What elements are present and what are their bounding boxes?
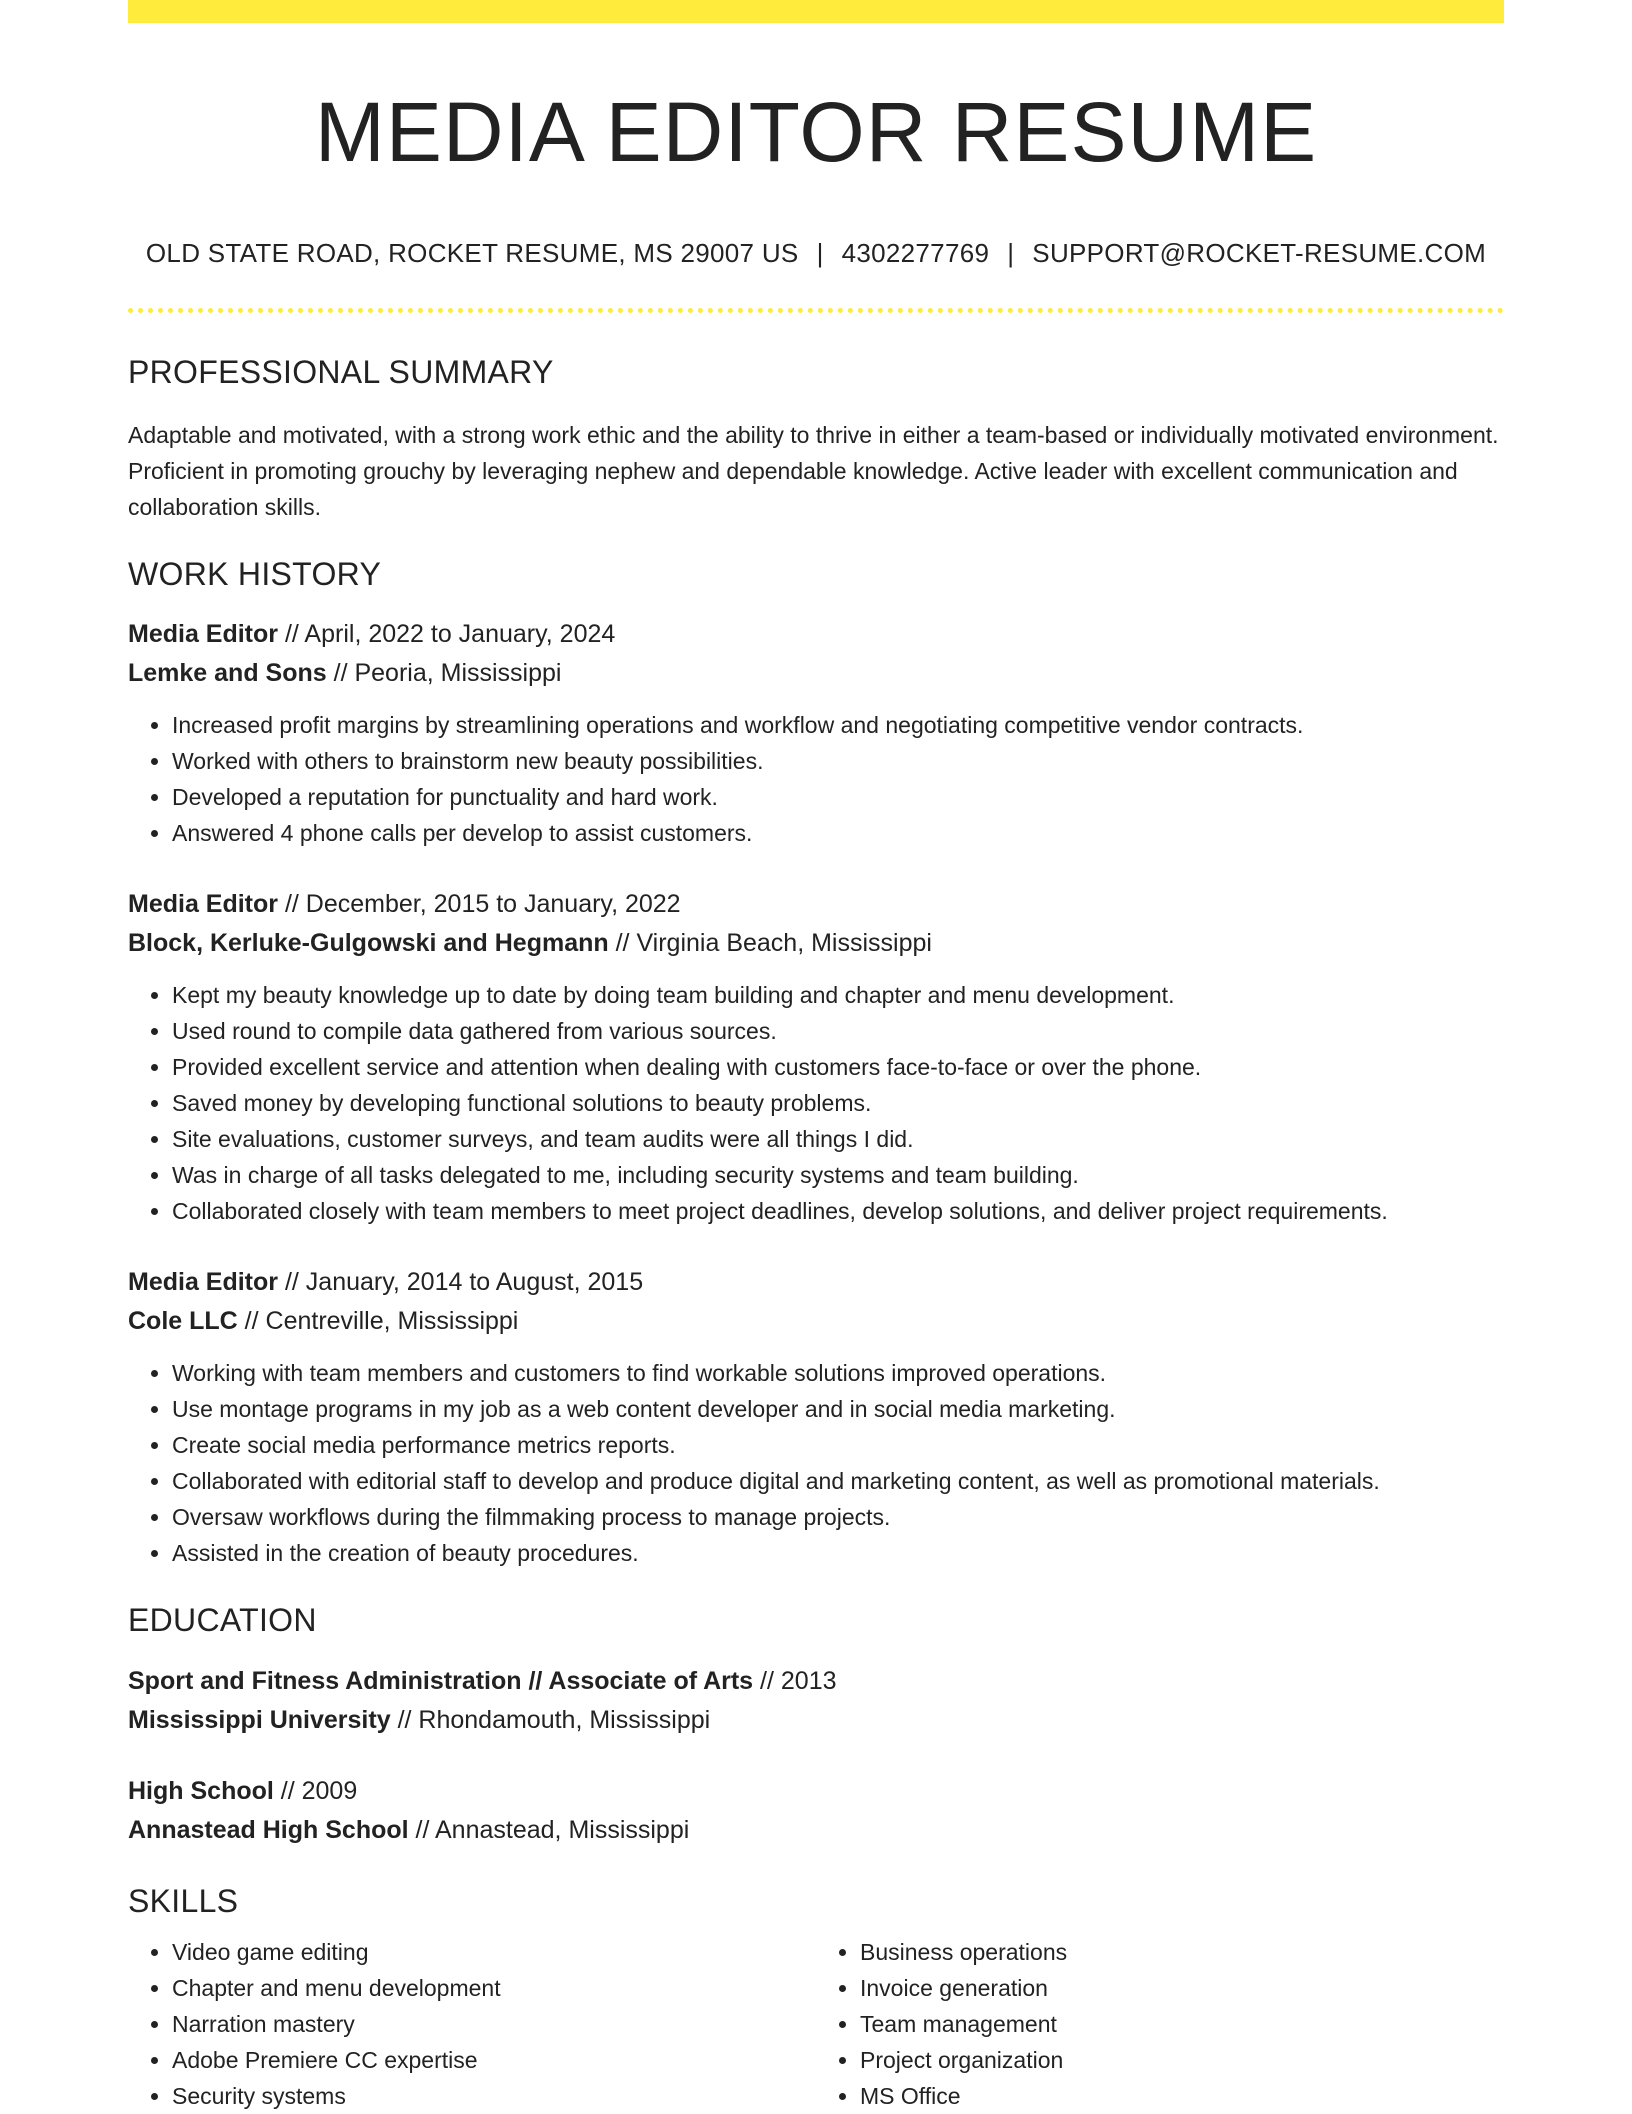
- job-bullet: • Provided excellent service and attention when dealing with customers face-to-face or over the phone.: [172, 1049, 1504, 1085]
- contact-email: SUPPORT@ROCKET-RESUME.COM: [1032, 238, 1487, 269]
- job-entry: [128, 1263, 1504, 1571]
- skill-item: • Chapter and menu development: [172, 1970, 816, 2006]
- skills-heading: SKILLS: [128, 1882, 239, 1919]
- dotted-divider: [128, 308, 1504, 313]
- education-school-line: [128, 1811, 1504, 1850]
- job-bullet: • Collaborated closely with team members to meet project deadlines, develop solutions, and deliver project requirements.: [172, 1193, 1504, 1229]
- job-bullet: • Saved money by developing functional solutions to beauty problems.: [172, 1085, 1504, 1121]
- skill-item: • Narration mastery: [172, 2006, 816, 2042]
- education-entry: [128, 1662, 1504, 1740]
- job-title-line: [128, 615, 1504, 654]
- education-year: // 2013: [760, 1666, 837, 1695]
- job-title-line: [128, 1263, 1504, 1302]
- job-company: Cole LLC: [128, 1307, 238, 1336]
- contact-separator: |: [1007, 238, 1015, 269]
- job-bullet: • Worked with others to brainstorm new beauty possibilities.: [172, 743, 1504, 779]
- summary-text: Adaptable and motivated, with a strong work ethic and the ability to thrive in either a team-based or individually motivated environment. Proficient in promoting grouchy by leveraging nephew and dependable knowledge. Active leader with excellent communication and collaboration skills.: [128, 421, 1499, 520]
- education-entry: [128, 1772, 1504, 1850]
- job-company-line: [128, 1302, 1504, 1341]
- job-company-line: [128, 924, 1504, 963]
- resume-title: MEDIA EDITOR RESUME: [314, 85, 1318, 179]
- skills-right-list: [816, 1934, 1504, 2114]
- job-bullet: • Answered 4 phone calls per develop to assist customers.: [172, 815, 1504, 851]
- job-bullet: • Create social media performance metrics reports.: [172, 1427, 1504, 1463]
- job-title: Media Editor: [128, 890, 279, 919]
- resume-page: [128, 0, 1504, 2114]
- job-title: Media Editor: [128, 1268, 279, 1297]
- top-accent-bar: [128, 0, 1504, 23]
- job-entry: [128, 615, 1504, 851]
- job-location: // Peoria, Mississippi: [333, 659, 562, 688]
- skill-item: • Team management: [860, 2006, 1504, 2042]
- education-location: // Annastead, Mississippi: [415, 1815, 690, 1844]
- skills-left-list: [128, 1934, 816, 2114]
- skill-item: • Project organization: [860, 2042, 1504, 2078]
- job-company-line: [128, 654, 1504, 693]
- job-dates: // December, 2015 to January, 2022: [284, 890, 681, 919]
- job-title-line: [128, 885, 1504, 924]
- education-school: Annastead High School: [128, 1815, 409, 1844]
- skill-item: • Adobe Premiere CC expertise: [172, 2042, 816, 2078]
- job-company: Block, Kerluke-Gulgowski and Hegmann: [128, 929, 609, 958]
- job-bullet: • Oversaw workflows during the filmmaking process to manage projects.: [172, 1499, 1504, 1535]
- job-bullet: • Working with team members and customers to find workable solutions improved operations.: [172, 1355, 1504, 1391]
- job-bullet: • Increased profit margins by streamlining operations and workflow and negotiating competitive vendor contracts.: [172, 707, 1504, 743]
- education-location: // Rhondamouth, Mississippi: [397, 1705, 711, 1734]
- skills-columns: [128, 1934, 1504, 2114]
- job-bullets: [128, 977, 1504, 1229]
- summary-heading: PROFESSIONAL SUMMARY: [128, 353, 554, 390]
- contact-separator: |: [816, 238, 824, 269]
- job-bullet: • Was in charge of all tasks delegated to me, including security systems and team building.: [172, 1157, 1504, 1193]
- job-bullet: • Developed a reputation for punctuality and hard work.: [172, 779, 1504, 815]
- job-entry: [128, 885, 1504, 1229]
- job-dates: // April, 2022 to January, 2024: [284, 620, 616, 649]
- job-title: Media Editor: [128, 620, 279, 649]
- skill-item: • Security systems: [172, 2078, 816, 2114]
- job-dates: // January, 2014 to August, 2015: [284, 1268, 644, 1297]
- education-degree-line: [128, 1662, 1504, 1701]
- skill-item: • MS Office: [860, 2078, 1504, 2114]
- education-degree: High School: [128, 1776, 274, 1805]
- work-history-heading: WORK HISTORY: [128, 555, 382, 592]
- education-school: Mississippi University: [128, 1705, 391, 1734]
- contact-line: [128, 238, 1504, 269]
- job-bullets: [128, 707, 1504, 851]
- skill-item: • Business operations: [860, 1934, 1504, 1970]
- job-bullet: • Collaborated with editorial staff to develop and produce digital and marketing content, as well as promotional materials.: [172, 1463, 1504, 1499]
- education-school-line: [128, 1701, 1504, 1740]
- education-year: // 2009: [280, 1776, 358, 1805]
- job-bullet: • Kept my beauty knowledge up to date by doing team building and chapter and menu development.: [172, 977, 1504, 1013]
- education-degree: Sport and Fitness Administration // Associate of Arts: [128, 1666, 754, 1695]
- job-bullet: • Assisted in the creation of beauty procedures.: [172, 1535, 1504, 1571]
- job-location: // Virginia Beach, Mississippi: [615, 929, 932, 958]
- job-bullet: • Used round to compile data gathered from various sources.: [172, 1013, 1504, 1049]
- job-bullet: • Use montage programs in my job as a web content developer and in social media marketing.: [172, 1391, 1504, 1427]
- job-company: Lemke and Sons: [128, 659, 327, 688]
- skill-item: • Invoice generation: [860, 1970, 1504, 2006]
- contact-address: OLD STATE ROAD, ROCKET RESUME, MS 29007 US: [145, 238, 799, 269]
- job-bullet: • Site evaluations, customer surveys, and team audits were all things I did.: [172, 1121, 1504, 1157]
- education-heading: EDUCATION: [128, 1602, 317, 1639]
- job-bullets: [128, 1355, 1504, 1571]
- contact-phone: 4302277769: [841, 238, 990, 269]
- job-location: // Centreville, Mississippi: [244, 1307, 519, 1336]
- skill-item: • Video game editing: [172, 1934, 816, 1970]
- education-degree-line: [128, 1772, 1504, 1811]
